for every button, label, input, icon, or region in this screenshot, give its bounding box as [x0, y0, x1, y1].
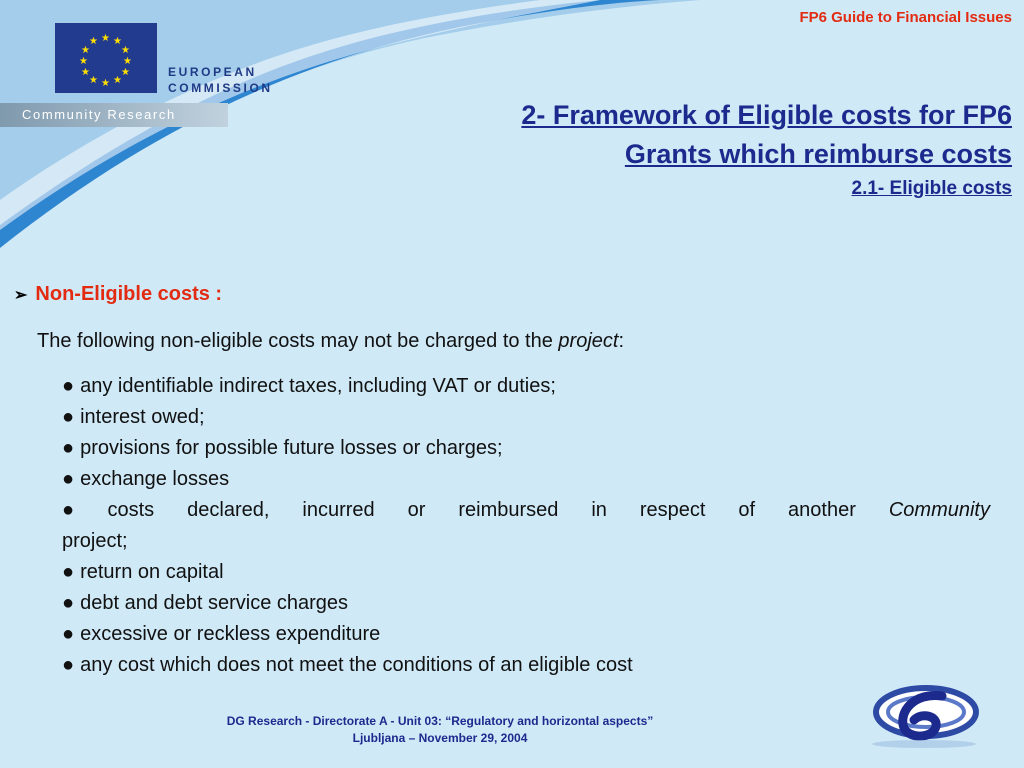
eu-flag-logo: [55, 23, 157, 93]
section-heading: [14, 283, 222, 306]
list-item-text: provisions for possible future losses or charges;: [80, 437, 503, 459]
svg-text:★: ★: [121, 67, 130, 78]
list-item: [62, 588, 990, 619]
slide-title: [521, 96, 1012, 200]
svg-text:★: ★: [89, 75, 98, 86]
community-research-band: [0, 103, 228, 127]
list-item-text: any identifiable indirect taxes, including VAT or duties;: [80, 375, 556, 397]
bullet-dot-icon: ●: [62, 375, 75, 397]
footer-line2: Ljubljana – November 29, 2004: [352, 731, 528, 745]
bullet-dot-icon: ●: [62, 437, 75, 459]
title-line2: Grants which reimburse costs: [624, 139, 1012, 169]
item-italic: Community: [888, 499, 990, 521]
list-item: [62, 557, 990, 588]
arrow-bullet-icon: ➢: [14, 287, 28, 304]
list-item: [62, 402, 990, 433]
svg-text:★: ★: [101, 78, 110, 89]
logo-line2: COMMISSION: [168, 81, 273, 95]
bullet-dot-icon: ●: [62, 592, 75, 614]
title-line1: 2- Framework of Eligible costs for FP6: [521, 100, 1012, 130]
svg-text:★: ★: [113, 75, 122, 86]
bullet-dot-icon: ●: [62, 499, 102, 521]
logo-line1: EUROPEAN: [168, 65, 257, 79]
svg-text:★: ★: [101, 33, 110, 44]
list-item: [62, 464, 990, 495]
list-item-text: exchange losses: [80, 468, 230, 490]
svg-text:★: ★: [79, 56, 88, 67]
bullet-dot-icon: ●: [62, 406, 75, 428]
footer: [150, 713, 730, 747]
list-item: [62, 619, 990, 650]
band-label: Community Research: [22, 107, 176, 122]
bullet-dot-icon: ●: [62, 468, 75, 490]
list-item: [62, 650, 990, 681]
svg-text:★: ★: [121, 45, 130, 56]
list-item-text: excessive or reckless expenditure: [80, 623, 381, 645]
list-item-text: [62, 495, 990, 526]
fp6-logo-icon: [864, 682, 982, 750]
cost-list: [62, 371, 990, 681]
item-after: project;: [62, 530, 128, 552]
svg-text:★: ★: [81, 45, 90, 56]
bullet-dot-icon: ●: [62, 561, 75, 583]
list-item-text: interest owed;: [80, 406, 205, 428]
svg-text:★: ★: [123, 56, 132, 67]
list-item: [62, 371, 990, 402]
eu-stars-icon: [55, 23, 157, 93]
intro-italic: project: [558, 330, 619, 352]
list-item: [62, 433, 990, 464]
item-before: costs declared, incurred or reimbursed in respect of another: [107, 499, 889, 521]
svg-text:★: ★: [89, 36, 98, 47]
bullet-dot-icon: ●: [62, 654, 75, 676]
title-subtitle: 2.1- Eligible costs: [851, 178, 1012, 199]
bullet-dot-icon: ●: [62, 623, 75, 645]
list-item-text: return on capital: [80, 561, 224, 583]
svg-text:★: ★: [81, 67, 90, 78]
footer-line1: DG Research - Directorate A - Unit 03: “Regulatory and horizontal aspects”: [226, 714, 654, 728]
guide-title: FP6 Guide to Financial Issues: [799, 9, 1012, 26]
intro-main: The following non-eligible costs may not be charged to the: [37, 330, 559, 352]
commission-logo-text: [168, 64, 273, 96]
list-item-text: debt and debt service charges: [80, 592, 349, 614]
section-heading-text: Non-Eligible costs :: [35, 283, 223, 305]
list-item-text: any cost which does not meet the conditions of an eligible cost: [80, 654, 633, 676]
svg-text:★: ★: [113, 36, 122, 47]
list-item: [62, 495, 990, 557]
intro-text: [37, 330, 624, 353]
intro-after: :: [618, 330, 625, 352]
